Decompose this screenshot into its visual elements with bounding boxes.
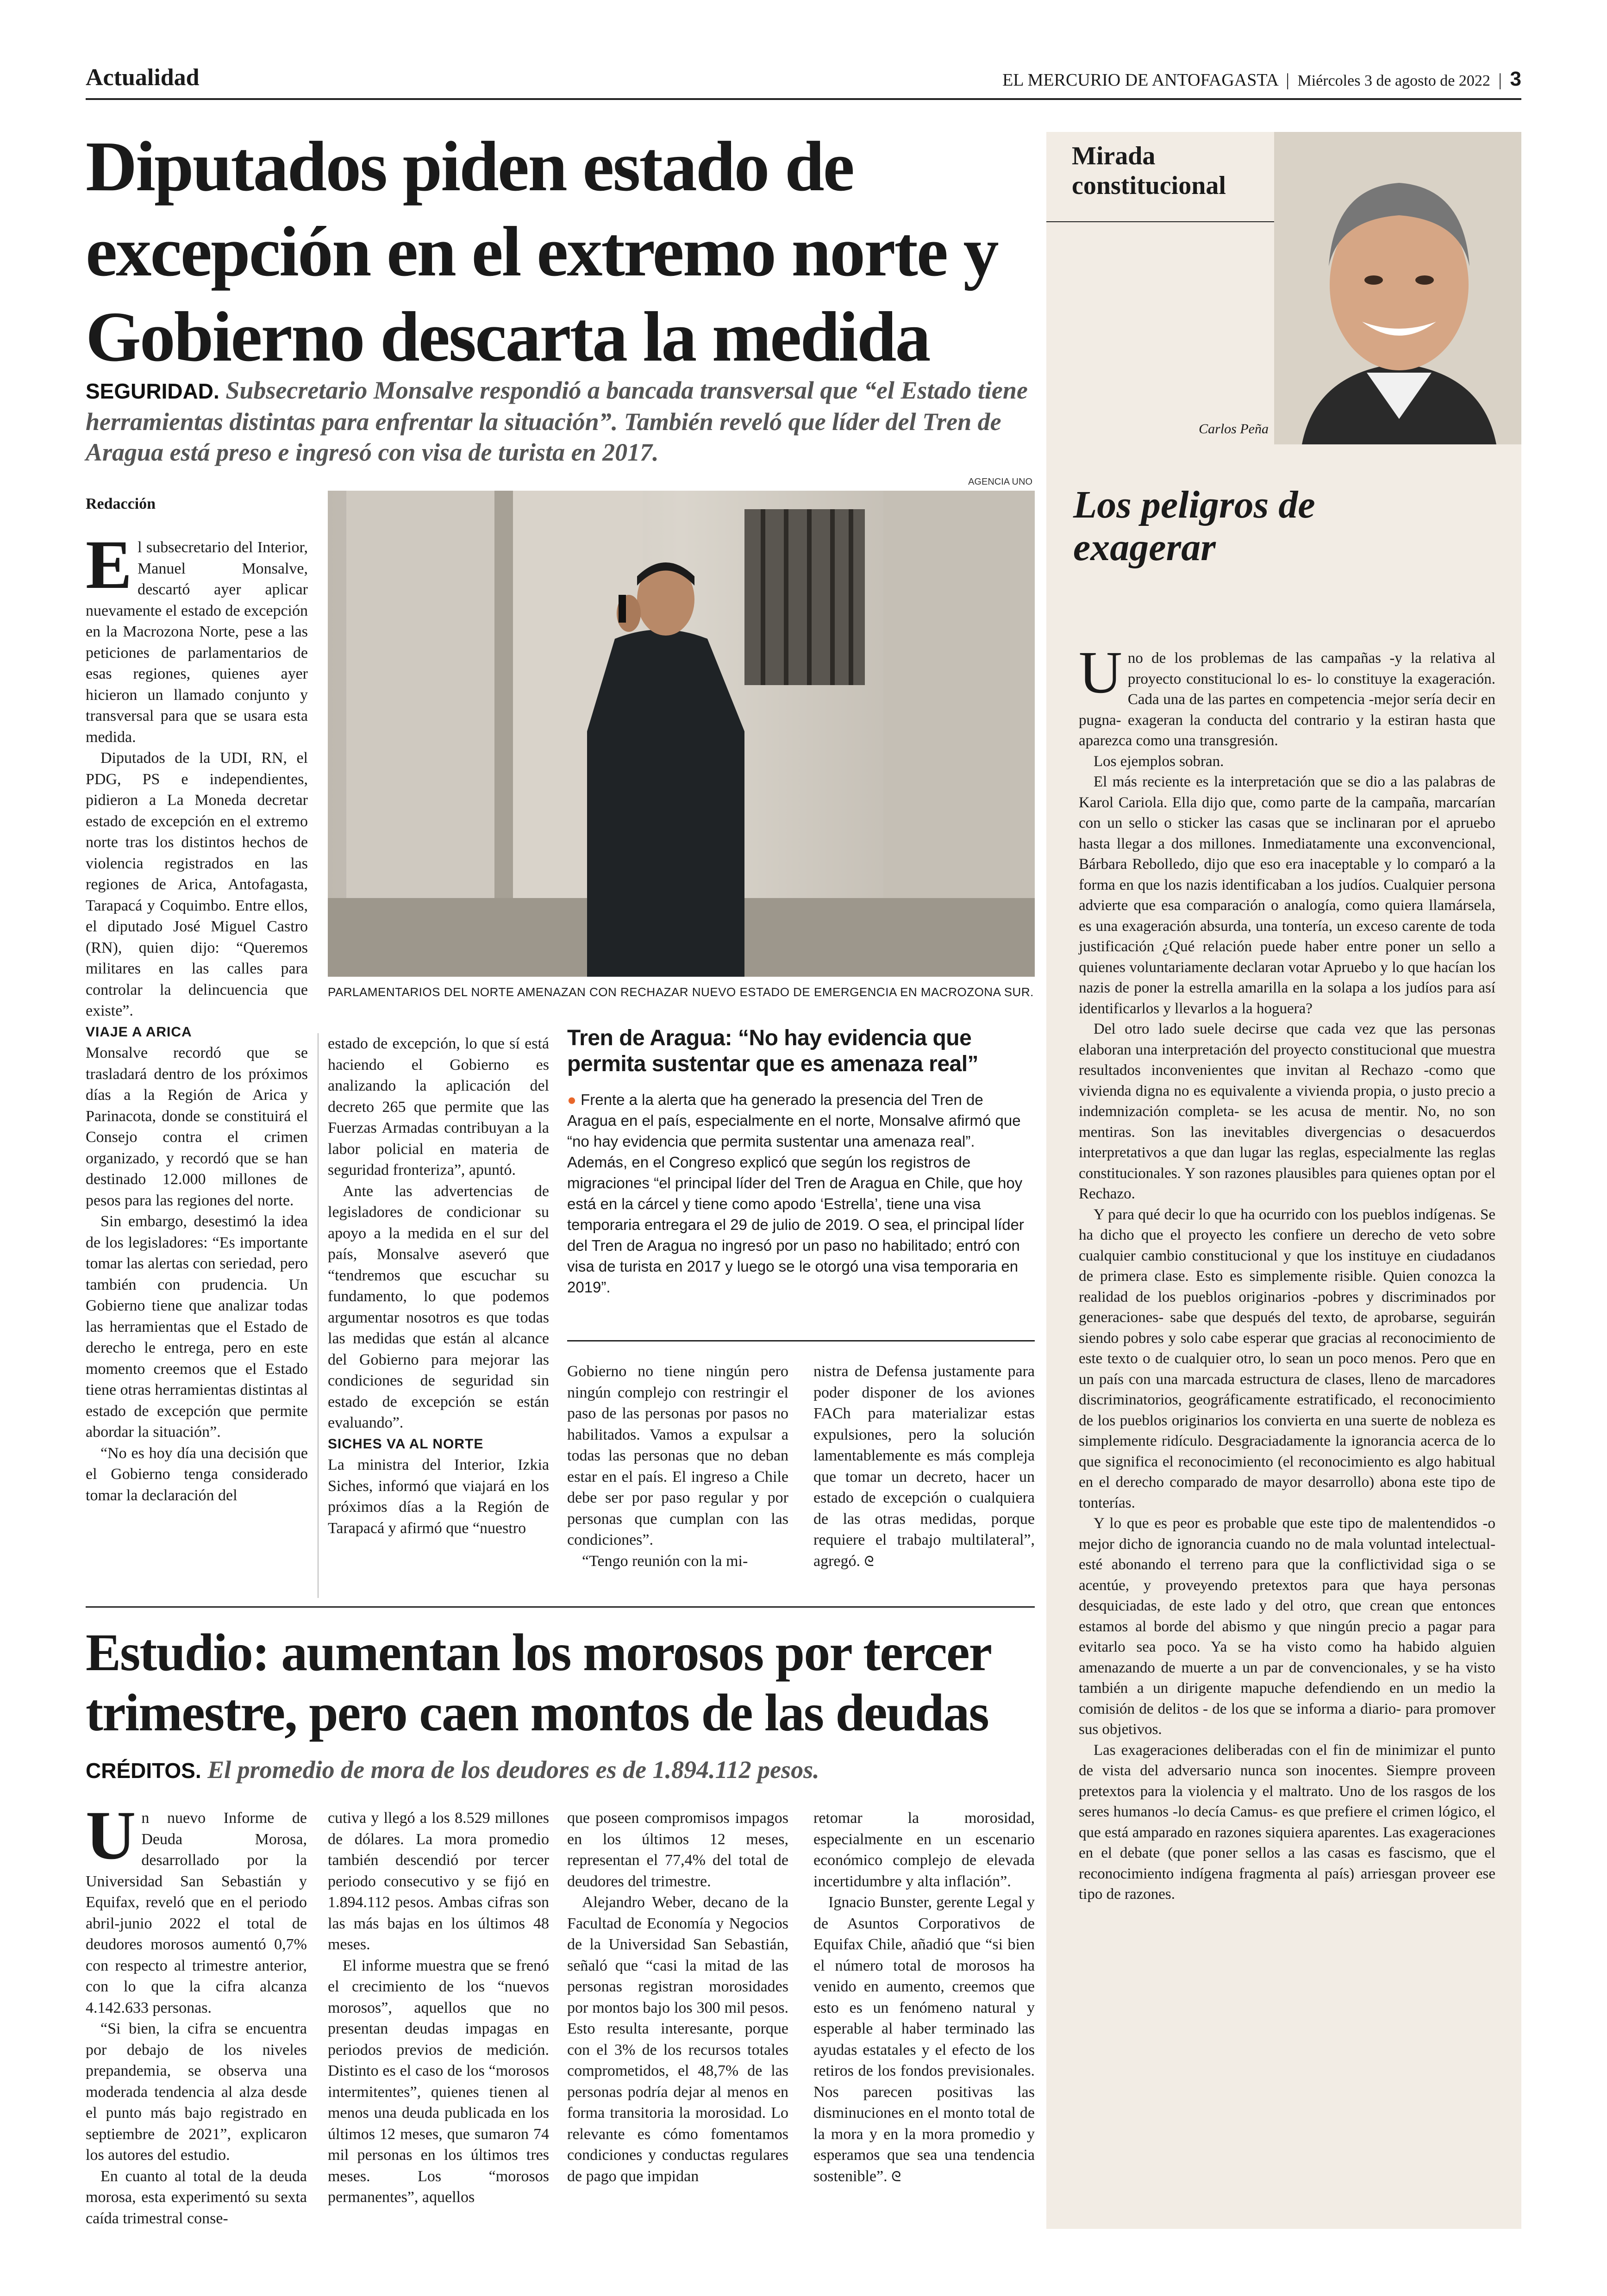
main-paragraph: La ministra del Interior, Izkia Siches, informó que viajará en los próximos días a la Región de Tarapacá y afirmó que “nuestro (328, 1456, 549, 1537)
main-paragraph: nistra de Defensa justamente para poder disponer de los aviones FACh para materializar estas expulsiones, pero la solución lamentablemente es más compleja que tomar un decreto, hacer un estado de excepción o cualquiera de las otras medidas, porque requiere el trabajo multilateral”, agregó. (813, 1363, 1035, 1570)
second-paragraph: “Si bien, la cifra se encuentra por debajo de los niveles prepandemia, se observa una moderada tendencia al alza desde el punto más bajo registrado en septiembre de 2021”, explicaron los autores del estudio. (86, 2020, 307, 2164)
main-paragraph: l subsecretario del Interior, Manuel Monsalve, descartó ayer aplicar nuevamente el estado de excepción en la Macrozona Norte, pese a las peticiones de parlamentarios de esas regiones, quienes ayer hicieron un llamado conjunto y transversal para que se usara esta medida. (86, 539, 308, 746)
second-paragraph: retomar la morosidad, especialmente en un escenario económico complejo de elevada incertidumbre y alta inflación”. (813, 1809, 1035, 1890)
second-deck (86, 1754, 1035, 1786)
opinion-paragraph: no de los problemas de las campañas -y la relativa al proyecto constitucional lo es- lo constituye la exageración. Cada una de las partes en competencia -mejor sería decir en pugna- exageran la conducta del contrario y la estiran hasta que aparezca como una transgresión. (1079, 650, 1495, 749)
opinion-paragraph: Del otro lado suele decirse que cada vez que las personas elaboran una interpretación del proyecto constitucional que muestra resultados inconvenientes que invitan al Rechazo -como que vivienda digna no es equivalente a vivienda propia, o justo precio a indemnización completa- se les acusa de mentir. No, no son mentiras. Son las inevitables divergencias o desacuerdos interpretativos a que dan lugar las reglas, especialmente las reglas constitucionales. Y son razones plausibles para quienes optan por el Rechazo. (1079, 1021, 1495, 1202)
second-paragraph: cutiva y llegó a los 8.529 millones de dólares. La mora promedio también descendió por tercer periodo consecutivo y se fijó en 1.894.112 pesos. Ambas cifras son las más bajas en los últimos 48 meses. (328, 1809, 549, 1953)
opinion-paragraph: Las exageraciones deliberadas con el fin de minimizar el punto de vista del adversario nunca son inocentes. Siempre proveen pretextos para la violencia y el maltrato. Uno de los rasgos de los seres humanos -lo decía Camus- es que prefiere el crimen lógico, el que está amparado en razones siquiera aparentes. Las exageraciones en el debate (que poner sellos a las casas es fascismo, que el reconocimiento indígena fragmenta al país) arriesgan proveer ese tipo de razones. (1079, 1741, 1495, 1903)
dropcap-main: E (86, 526, 132, 603)
deck-text: Subsecretario Monsalve respondió a bancada transversal que “el Estado tiene herramientas distintas para enfrentar la situación”. También reveló que líder del Tren de Aragua está preso e ingresó con visa de turista en 2017. (86, 376, 1028, 466)
second-column-4 (813, 1808, 1035, 2187)
photo-credit: AGENCIA UNO (968, 477, 1032, 487)
article-photo (328, 491, 1035, 977)
second-column-3 (567, 1808, 788, 2187)
subhead-viaje: VIAJE A ARICA (86, 1024, 192, 1040)
opinion-rule (1046, 221, 1274, 222)
second-paragraph: Alejandro Weber, decano de la Facultad de Economía y Negocios de la Universidad San Sebastián, señaló que “casi la mitad de las personas registran morosidades por montos bajo los 300 mil pesos. Esto resulta interesante, porque con el 3% de los recursos totales comprometidos, el 48,7% de las personas podría dejar al menos en forma transitoria la morosidad. Lo relevante es cómo fomentamos condiciones y conductas regulares de pago que impidan (567, 1894, 788, 2185)
headline: Diputados piden estado de excepción en el extremo norte y Gobierno descarta la medida (86, 127, 998, 376)
second-column-1 (86, 1797, 307, 2229)
second-deck-kicker: CRÉDITOS. (86, 1759, 201, 1783)
main-column-2 (328, 1033, 549, 1539)
masthead-line: EL MERCURIO DE ANTOFAGASTA | Miércoles 3 de agosto de 2022 | 3 (1002, 68, 1521, 90)
deck-kicker: SEGURIDAD. (86, 379, 219, 403)
second-paragraph: El informe muestra que se frenó el crecimiento de los “nuevos morosos”, aquellos que no presentan deudas impagas en periodos previos de medición. Distinto es el caso de los “morosos intermitentes”, quienes tienen al menos una deuda publicada en los últimos 12 meses, que sumaron 74 mil personas en los últimos tres meses. Los “morosos permanentes”, aquellos (328, 1957, 549, 2206)
main-paragraph: estado de excepción, lo que sí está haciendo el Gobierno es analizando la aplicación del decreto 265 que permite que las Fuerzas Armadas contribuyan a la labor policial en materia de seguridad fronteriza”, apuntó. (328, 1035, 549, 1179)
dropcap-second: U (86, 1797, 136, 1874)
paper-name: EL MERCURIO DE ANTOFAGASTA (1002, 70, 1278, 90)
page-number: 3 (1510, 68, 1521, 90)
second-deck-text: El promedio de mora de los deudores es de 1.894.112 pesos. (207, 1756, 819, 1784)
second-paragraph: Ignacio Bunster, gerente Legal y de Asuntos Corporativos de Equifax Chile, añadió que “si bien el número total de morosos ha venido en aumento, creemos que esto es un fenómeno natural y esperable al haber terminado las ayudas estatales y el efecto de los retiros de los fondos previsionales. Nos parecen positivas las disminuciones en el monto total de la mora y en la mora promedio y esperamos que sea una tendencia sostenible”. (813, 1894, 1035, 2185)
sidebar-box (567, 1025, 1035, 1298)
main-paragraph: Ante las advertencias de legisladores de condicionar su apoyo a la medida en el sur del país, Monsalve aseveró que “tendremos que escuchar su fundamento, lo que podemos argumentar nosotros es que todas las medidas que están al alcance del Gobierno para mejorar las condiciones de seguridad sin estado de excepción se están evaluando”. (328, 1182, 549, 1431)
main-paragraph: “No es hoy día una decisión que el Gobierno tenga considerado tomar la declaración del (86, 1444, 308, 1504)
photo-caption: PARLAMENTARIOS DEL NORTE AMENAZAN CON RECHAZAR NUEVO ESTADO DE EMERGENCIA EN MACROZONA SUR. (328, 985, 1034, 999)
main-paragraph: Sin embargo, desestimó la idea de los legisladores: “Es importante tomar las alertas con seriedad, pero también con prudencia. Un Gobierno tiene que analizar todas las herramientas que el Estado de derecho le entrega, pero en este momento creemos que el Estado tiene otras herramientas distintas al estado de excepción que permite abordar la situación”. (86, 1213, 308, 1441)
header-rule (86, 98, 1521, 100)
byline: Redacción (86, 495, 156, 512)
subhead-siches: SICHES VA AL NORTE (328, 1436, 484, 1452)
second-headline: Estudio: aumentan los morosos por tercer trimestre, pero caen montos de las deudas (86, 1623, 991, 1742)
issue-date: Miércoles 3 de agosto de 2022 (1297, 72, 1490, 89)
opinion-title: Los peligros de exagerar (1073, 483, 1315, 569)
section-label: Actualidad (86, 64, 200, 91)
second-paragraph: n nuevo Informe de Deuda Morosa, desarrollado por la Universidad San Sebastián y Equifax, reveló que en el periodo abril-junio 2022 el total de deudores morosos aumentó 0,7% con respecto al trimestre anterior, con lo que la cifra alcanza 4.142.633 personas. (86, 1809, 307, 2016)
second-paragraph: En cuanto al total de la deuda morosa, esta experimentó su sexta caída trimestral conse- (86, 2167, 307, 2227)
main-paragraph: “Tengo reunión con la mi- (582, 1552, 748, 1570)
second-column-2 (328, 1808, 549, 2208)
sidebar-text: ● Frente a la alerta que ha generado la presencia del Tren de Aragua en el país, especialmente en el norte, Monsalve afirmó que “no hay evidencia que permita sustentar una amenaza real”. Además, en el Congreso explicó que según los registros de migraciones “el principal líder del Tren de Aragua en Chile, que hoy está en la cárcel y tiene como apodo ‘Estrella’, tiene una visa temporaria entregara el 29 de julio de 2019. O sea, el principal líder del Tren de Aragua no ingresó por un paso no habilitado; entró con visa de turista en 2017 y luego se le otorgó una visa temporaria en 2019”. (567, 1091, 1024, 1296)
sidebar-rule (567, 1340, 1035, 1341)
end-mark-icon: ᘓ (864, 1554, 874, 1569)
end-mark-icon: ᘓ (891, 2169, 901, 2184)
column-rule (318, 1033, 319, 1598)
main-paragraph: Diputados de la UDI, RN, el PDG, PS e independientes, pidieron a La Moneda decretar estado de excepción en el extremo norte tras los distintos hechos de violencia registrados en las regiones de Arica, Antofagasta, Tarapacá y Coquimbo. Entre ellos, el diputado José Miguel Castro (RN), quien dijo: “Queremos militares en las calles para controlar la delincuencia que existe”. (86, 749, 308, 1019)
main-column-3 (567, 1361, 788, 1572)
opinion-paragraph: Y lo que es peor es probable que este tipo de malentendidos -o mejor dicho de ignorancia cuando no de mala voluntad intelectual- esté abonando el terreno para que la conflictividad siga o se acentúe, y proveyendo pretextos para que haya personas desquiciadas, de este lado y del otro, que crean que entonces estamos al borde del abismo y que ningún precio a pagar para evitarlo sea poco. Ya se ha visto como ha habido alguien amenazando de muerte a un par de convencionales, y se ha visto también a un dirigente mapuche defendiendo en un medio la comisión de delitos - de los que se informa a diario- para promover sus objetivos. (1079, 1515, 1495, 1738)
main-column-1 (86, 526, 308, 1506)
main-paragraph: Gobierno no tiene ningún pero ningún complejo con restringir el paso de las personas por pasos no habilitados. Vamos a expulsar a todas las personas que no deban estar en el país. El ingreso a Chile debe ser por paso regular y por personas que cumplan con las condiciones”. (567, 1363, 788, 1548)
author-portrait (1274, 132, 1521, 444)
main-paragraph: Monsalve recordó que se trasladará dentro de los próximos días a la Región de Arica y Parinacota, donde se constituirá el Consejo contra el crimen organizado, y recordó que se han destinado 12.000 millones de pesos para las regiones del norte. (86, 1044, 308, 1209)
main-column-4 (813, 1361, 1035, 1572)
opinion-paragraph: Los ejemplos sobran. (1094, 753, 1224, 770)
author-name: Carlos Peña (1199, 421, 1269, 437)
sidebar-title: Tren de Aragua: “No hay evidencia que permita sustentar que es amenaza real” (567, 1026, 979, 1076)
opinion-body (1079, 639, 1495, 1905)
opinion-label: Mirada constitucional (1072, 142, 1226, 200)
second-paragraph: que poseen compromisos impagos en los últimos 12 meses, representan el 77,4% del total de deudores del trimestre. (567, 1809, 788, 1890)
opinion-paragraph: Y para qué decir lo que ha ocurrido con los pueblos indígenas. Se ha dicho que el proyecto les confiere un derecho de veto sobre cualquier cambio constitucional y que los instituye en ciudadanos de primera clase. Esto es simplemente risible. Quien conozca la realidad de los pueblos originarios -pobres y discriminados por generaciones- sabe que después del texto, de aprobarse, seguirán siendo pobres y solo cabe esperar que gracias al reconocimiento de este texto o de cualquier otro, lo sean un poco menos. Pero que en un país con una marcada estructura de clases, lleno de marcadores discriminatorios, geográficamente estratificado, el reconocimiento de los pueblos originarios los convierta en una suerte de nobleza es simplemente ridículo. Desgraciadamente la ignorancia acerca de lo que significa el reconocimiento (el reconocimiento es algo habitual en el derecho comparado de mayor desarrollo) abona este tipo de tonterías. (1079, 1206, 1495, 1511)
photo-illustration (328, 491, 1035, 977)
opinion-paragraph: El más reciente es la interpretación que se dio a las palabras de Karol Cariola. Ella dijo que, como parte de la campaña, marcarían con un sello o sticker las casas que se inclinaran por el apruebo hasta llegar a dos millones. Inmediatamente una exconvencional, Bárbara Rebolledo, dijo que eso era inaceptable y lo comparó a la forma en que los nazis identificaban a los judíos. Cualquier persona advierte que esa comparación o analogía, como quiera llamársela, es una exageración absurda, una tontería, un exceso carente de toda justificación ¿Qué relación puede haber entre poner un sello a quienes voluntariamente declaran votar Apruebo y lo que hacían los nazis de poner la estrella amarilla en la solapa a los judíos para así identificarlos y llevarlos a la hoguera? (1079, 774, 1495, 1017)
sidebar-bullet: ● (567, 1091, 576, 1108)
deck (86, 375, 1035, 468)
author-photo (1274, 132, 1521, 444)
article-divider (86, 1606, 1035, 1608)
dropcap-column: U (1079, 639, 1122, 706)
